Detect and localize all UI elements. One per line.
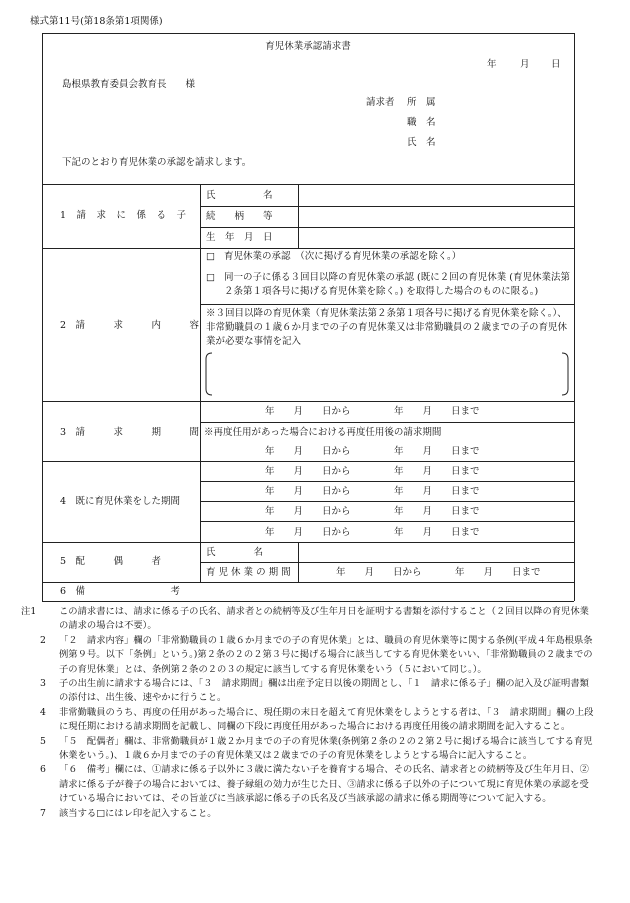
note-item bbox=[36, 634, 596, 677]
option2-text: 同一の子に係る３回目以降の育児休業の承認 (既に２回の育児休業 (育児休業法第２条第１項各号に掲げる育児休業を除く。) を取得した場合のものに限る。) bbox=[224, 272, 570, 297]
child-relation-label: 続 柄 等 bbox=[206, 211, 273, 222]
note-text: この請求書には、請求に係る子の氏名、請求者との続柄等及び生年月日を証明する書類を添付すること（２回目以降の育児休業の請求の場合は不要）。 bbox=[59, 606, 589, 632]
frame-bottom-line bbox=[42, 601, 574, 602]
note-item bbox=[36, 763, 596, 806]
note-item bbox=[36, 807, 596, 821]
past-period-1-to[interactable]: 年 月 日まで bbox=[394, 466, 480, 477]
frame-right-line bbox=[574, 33, 575, 601]
date-month: 月 bbox=[520, 59, 530, 70]
row-line bbox=[200, 227, 574, 228]
reappoint-period-to[interactable]: 年 月 日まで bbox=[394, 446, 480, 457]
row-line bbox=[200, 304, 574, 305]
spouse-name-input[interactable] bbox=[300, 545, 572, 560]
past-period-2-from[interactable]: 年 月 日から bbox=[265, 486, 351, 497]
spouse-sublabel-line bbox=[298, 542, 299, 582]
child-name-label: 氏 名 bbox=[206, 190, 273, 201]
child-name-input[interactable] bbox=[300, 187, 572, 204]
row-line bbox=[200, 206, 574, 207]
requester-affiliation: 所 属 bbox=[407, 97, 436, 108]
frame-left-line bbox=[42, 33, 43, 601]
requester-name: 氏 名 bbox=[407, 137, 436, 148]
note-item bbox=[36, 735, 596, 764]
past-period-2-to[interactable]: 年 月 日まで bbox=[394, 486, 480, 497]
date-day: 日 bbox=[551, 59, 561, 70]
spouse-period-to[interactable]: 年 月 日まで bbox=[455, 567, 541, 578]
row-line bbox=[42, 248, 574, 249]
requester-label: 請求者 bbox=[366, 97, 395, 108]
note-text: 「５ 配偶者」欄は、非常勤職員が１歳２か月までの子の育児休業(条例第２条の２の２第２号に掲げる場合に該当してする育児休業をいう。)、１歳６か月までの子の育児休業又は２歳までの子の育児休業をしようとする場合に記入すること。 bbox=[59, 735, 593, 762]
note-text: 該当する□にはレ印を記入すること。 bbox=[59, 807, 217, 819]
remarks-input[interactable] bbox=[202, 584, 572, 599]
note-number: 2 bbox=[40, 634, 46, 646]
child-birth-label: 生 年 月 日 bbox=[206, 232, 273, 243]
past-period-4-from[interactable]: 年 月 日から bbox=[265, 527, 351, 538]
note-item bbox=[36, 706, 596, 735]
row-line bbox=[200, 501, 574, 502]
child-row-label: 1 請 求 に 係 る 子 bbox=[60, 210, 187, 221]
period-row-label: 3 請 求 期 間 bbox=[60, 427, 200, 438]
period-to[interactable]: 年 月 日まで bbox=[394, 406, 480, 417]
reason-bracket[interactable] bbox=[204, 352, 570, 396]
notes-label: 注1 bbox=[21, 606, 37, 617]
note-item bbox=[21, 605, 596, 634]
period-from[interactable]: 年 月 日から bbox=[265, 406, 351, 417]
row-line bbox=[200, 562, 574, 563]
option1-text: 育児休業の承認 （次に掲げる育児休業の承認を除く。） bbox=[224, 251, 462, 262]
note-text: 非常勤職員のうち、再度の任用があった場合に、現任期の末日を超えて育児休業をしようとする者は、「３ 請求期間」欄の上段に現任期における請求期間を記載し、同欄の下段に再度任用があった場合における再度任用後の請求期間を記入すること。 bbox=[59, 706, 594, 733]
option2-checkbox[interactable]: □ bbox=[206, 272, 215, 283]
spouse-period-from[interactable]: 年 月 日から bbox=[336, 567, 422, 578]
past-period-3-to[interactable]: 年 月 日まで bbox=[394, 506, 480, 517]
note-number: 5 bbox=[40, 735, 46, 747]
note-number: 7 bbox=[40, 807, 46, 819]
spouse-name-label: 氏 名 bbox=[206, 547, 264, 558]
form-title: 育児休業承認請求書 bbox=[265, 41, 351, 52]
reappoint-note: ※再度任用があった場合における再度任用後の請求期間 bbox=[204, 427, 442, 438]
note-text: 「６ 備考」欄には、①請求に係る子以外に３歳に満たない子を養育する場合、その氏名、請求者との続柄等及び生年月日、②請求に係る子が養子の場合においては、養子縁組の効力が生じた日、③請求に係る子以外の子について現に育児休業の承認を受けている場合においては、その旨並びに当該承認に係る子の氏名及び当該承認の請求に係る期間等について記入する。 bbox=[59, 764, 589, 805]
past-period-1-from[interactable]: 年 月 日から bbox=[265, 466, 351, 477]
spouse-row-label: 5 配 偶 者 bbox=[60, 556, 162, 567]
label-column-line bbox=[200, 184, 201, 582]
content-note: ※３回目以降の育児休業（育児休業法第２条第１項各号に掲げる育児休業を除く。）、非常勤職員の１歳６か月までの子の育児休業又は非常勤職員の２歳までの子の育児休業が必要な事情を記入 bbox=[206, 308, 568, 347]
past-row-label: 4 既に育児休業をした期間 bbox=[60, 496, 181, 507]
notes-section bbox=[21, 605, 596, 821]
note-item bbox=[36, 677, 596, 706]
past-period-3-from[interactable]: 年 月 日から bbox=[265, 506, 351, 517]
note-text: 子の出生前に請求する場合には、「３ 請求期間」欄は出産予定日以後の期間とし、「１ 請求に係る子」欄の記入及び証明書類の添付は、出生後、速やかに行うこと。 bbox=[59, 678, 589, 704]
reappoint-period-from[interactable]: 年 月 日から bbox=[265, 446, 351, 457]
row-line bbox=[42, 542, 574, 543]
row-line bbox=[200, 422, 574, 423]
form-reference: 様式第11号(第18条第1項関係) bbox=[30, 16, 163, 27]
past-period-4-to[interactable]: 年 月 日まで bbox=[394, 527, 480, 538]
spouse-period-label: 育 児 休 業 の 期 間 bbox=[206, 567, 291, 578]
frame-top-line bbox=[42, 33, 574, 34]
date-year: 年 bbox=[487, 59, 497, 70]
row-line bbox=[42, 461, 574, 462]
note-number: 4 bbox=[40, 706, 46, 718]
option1-checkbox[interactable]: □ bbox=[206, 251, 215, 262]
requester-position: 職 名 bbox=[407, 117, 436, 128]
note-number: 6 bbox=[40, 764, 46, 776]
child-birth-input[interactable] bbox=[300, 229, 572, 246]
remarks-row-label: 6 備 考 bbox=[60, 586, 181, 597]
content-row-label: 2 請 求 内 容 bbox=[60, 320, 200, 331]
note-number: 3 bbox=[40, 678, 46, 690]
addressee: 島根県教育委員会教育長 様 bbox=[62, 79, 196, 90]
child-relation-input[interactable] bbox=[300, 208, 572, 225]
row-line bbox=[42, 401, 574, 402]
row-line bbox=[200, 481, 574, 482]
note-text: 「２ 請求内容」欄の「非常勤職員の１歳６か月までの子の育児休業」とは、職員の育児休業等に関する条例(平成４年島根県条例第９号。以下「条例」という。)第２条の２の２第３号に掲げる場合に該当してする育児休業をいい、「非常勤職員の２歳までの子の育児休業」とは、条例第２条の２の３の規定に該当してする育児休業をいう（５において同じ。）。 bbox=[59, 634, 593, 675]
row-line bbox=[42, 582, 574, 583]
child-sublabel-line bbox=[298, 184, 299, 248]
row-line bbox=[200, 521, 574, 522]
intro-text: 下記のとおり育児休業の承認を請求します。 bbox=[62, 157, 252, 168]
row-line bbox=[42, 184, 574, 185]
